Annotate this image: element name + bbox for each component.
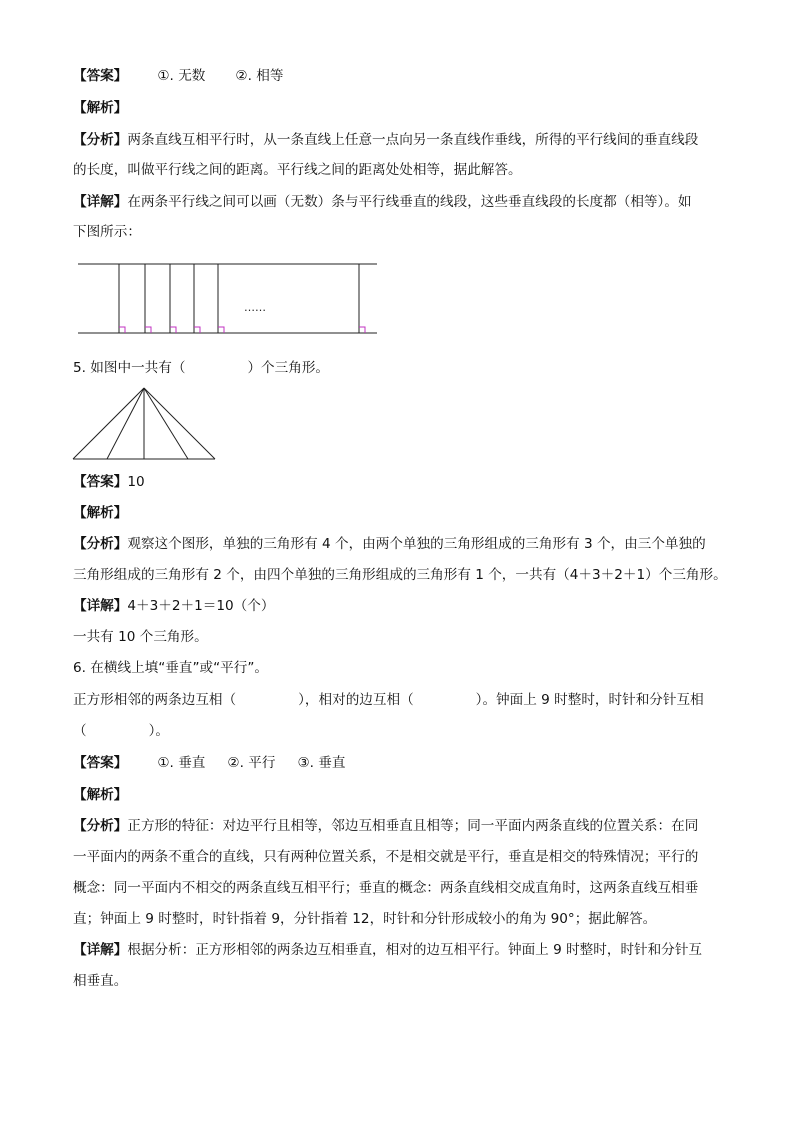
fenxi-text: 两条直线互相平行时，从一条直线上任意一点向另一条直线作垂线，所得的平行线间的垂直线段 (127, 132, 699, 148)
answer-tag: 【答案】 (73, 68, 128, 84)
xiangjie-text: 4＋3＋2＋1＝10（个） (127, 598, 275, 614)
answer-2: ②. 相等 (235, 68, 284, 84)
q6-fenxi-line1 (73, 816, 736, 836)
analysis-tag: 【解析】 (73, 505, 128, 521)
question-text: （ (73, 723, 87, 739)
answer-tag: 【答案】 (73, 474, 128, 490)
q6-analysis-heading (73, 785, 736, 805)
fenxi-tag: 【分析】 (73, 818, 128, 834)
question-text: ），相对的边互相（ (298, 692, 414, 708)
answer-1: ①. 无数 (157, 68, 206, 84)
question-text: ）。 (148, 723, 169, 739)
q5-analysis-heading (73, 503, 736, 523)
analysis-tag: 【解析】 (73, 787, 128, 803)
fenxi-tag: 【分析】 (73, 132, 128, 148)
triangle-side (73, 388, 144, 459)
xiangjie-text: 根据分析：正方形相邻的两条边互相垂直，相对的边互相平行。钟面上 9 时整时，时针和分针互 (127, 942, 703, 958)
q6-answer-line (73, 753, 736, 773)
question-text: ）。钟面上 9 时整时，时针和分针互相 (475, 692, 704, 708)
question-text: 5. 如图中一共有（ (73, 360, 186, 376)
question-text: ）个三角形。 (247, 360, 330, 376)
q6-question-line3 (73, 721, 736, 741)
xiangjie-tag: 【详解】 (73, 598, 128, 614)
triangle-inner-line (107, 388, 144, 459)
answer-1: ①. 垂直 (157, 755, 206, 771)
q5-fenxi-line2: 三角形组成的三角形有 2 个，由四个单独的三角形组成的三角形有 1 个，一共有（4＋3＋2＋1）个三角形。 (73, 567, 727, 583)
answer-value: 10 (127, 474, 145, 490)
fenxi-text: 正方形的特征：对边平行且相等，邻边互相垂直且相等；同一平面内两条直线的位置关系：在同 (127, 818, 699, 834)
q6-xiangjie-line1 (73, 940, 736, 960)
q6-fenxi-line4: 直；钟面上 9 时整时，时针指着 9，分针指着 12，时针和分针形成较小的角为 90°；据此解答。 (73, 911, 657, 927)
figure-ellipsis: …… (244, 301, 266, 314)
q6-question: 6. 在横线上填“垂直”或“平行”。 (73, 660, 268, 676)
xiangjie-tag: 【详解】 (73, 942, 128, 958)
q6-question-line2 (73, 690, 736, 710)
question-text: 正方形相邻的两条边互相（ (73, 692, 237, 708)
answer-3: ③. 垂直 (297, 755, 346, 771)
xiangjie-text: 在两条平行线之间可以画（无数）条与平行线垂直的线段，这些垂直线段的长度都（相等）。如 (127, 194, 692, 210)
triangle-side (144, 388, 215, 459)
q5-xiangjie-line2: 一共有 10 个三角形。 (73, 629, 208, 645)
analysis-tag: 【解析】 (73, 100, 128, 116)
fenxi-tag: 【分析】 (73, 536, 128, 552)
triangle-inner-line (144, 388, 188, 459)
q4-xiangjie-line2: 下图所示： (73, 224, 141, 240)
q4-fenxi-line2: 的长度，叫做平行线之间的距离。平行线之间的距离处处相等，据此解答。 (73, 162, 522, 178)
q5-xiangjie-line1 (73, 596, 736, 616)
q6-xiangjie-line2: 相垂直。 (73, 973, 128, 989)
q5-answer-line (73, 472, 736, 492)
answer-2: ②. 平行 (227, 755, 276, 771)
xiangjie-tag: 【详解】 (73, 194, 128, 210)
fenxi-text: 观察这个图形，单独的三角形有 4 个，由两个单独的三角形组成的三角形有 3 个，由三个单独的 (127, 536, 706, 552)
q6-fenxi-line2: 一平面内的两条不重合的直线，只有两种位置关系，不是相交就是平行，垂直是相交的特殊情况；平行的 (73, 849, 699, 865)
q5-fenxi-line1 (73, 534, 736, 554)
answer-tag: 【答案】 (73, 755, 128, 771)
q6-fenxi-line3: 概念：同一平面内不相交的两条直线互相平行；垂直的概念：两条直线相交成直角时，这两条直线互相垂 (73, 880, 699, 896)
